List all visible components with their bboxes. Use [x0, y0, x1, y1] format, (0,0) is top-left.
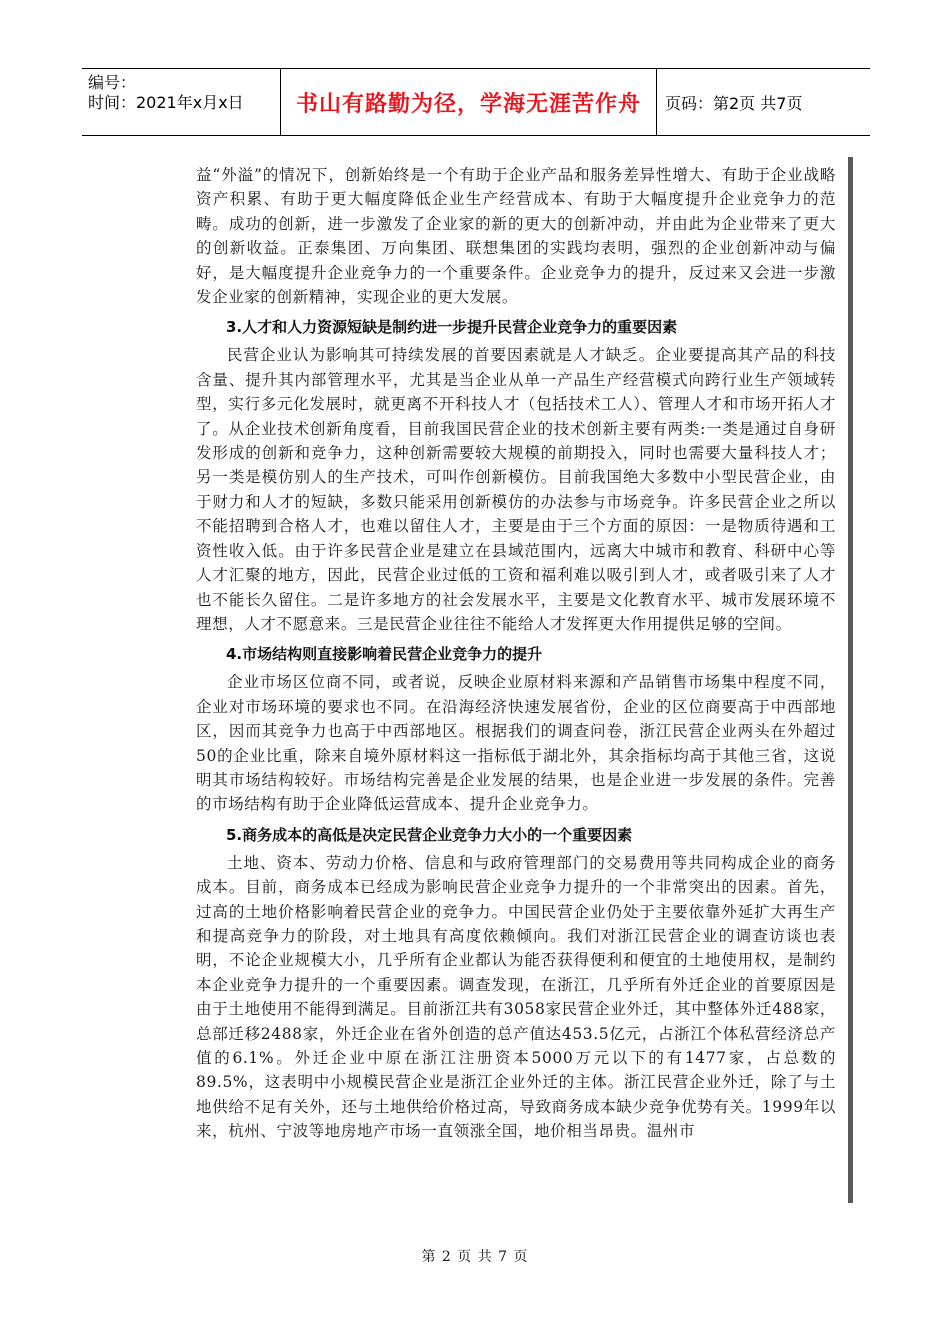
page-footer: 第 2 页 共 7 页	[421, 1249, 529, 1265]
document-body	[196, 163, 836, 1144]
document-time-label: 时间：2021年x月x日	[88, 93, 244, 112]
header-meta	[82, 69, 281, 135]
section-5-paragraph: 土地、资本、劳动力价格、信息和与政府管理部门的交易费用等共同构成企业的商务成本。目前，商务成本已经成为影响民营企业竞争力提升的一个非常突出的因素。首先，过高的土地价格影响着民营企业的竞争力。中国民营企业仍处于主要依靠外延扩大再生产和提高竞争力的阶段，对土地具有高度依赖倾向。我们对浙江民营企业的调查访谈也表明，不论企业规模大小，几乎所有企业都认为能否获得便利和便宜的土地使用权，是制约本企业竞争力提升的一个重要因素。调查发现，在浙江，几乎所有外迁企业的首要原因是由于土地使用不能得到满足。目前浙江共有3058家民营企业外迁，其中整体外迁488家，总部迁移2488家，外迁企业在省外创造的总产值达453.5亿元，占浙江个体私营经济总产值的6.1%。外迁企业中原在浙江注册资本5000万元以下的有1477家，占总数的89.5%，这表明中小规模民营企业是浙江企业外迁的主体。浙江民营企业外迁，除了与土地供给不足有关外，还与土地供给价格过高，导致商务成本缺少竞争优势有关。1999年以来，杭州、宁波等地房地产市场一直领涨全国，地价相当昂贵。温州市	[196, 853, 836, 1141]
document-number-label: 编号：	[88, 73, 137, 92]
section-4-heading: 4.市场结构则直接影响着民营企业竞争力的提升	[226, 645, 543, 664]
section-3-heading: 3.人才和人力资源短缺是制约进一步提升民营企业竞争力的重要因素	[226, 318, 678, 337]
section-4-paragraph: 企业市场区位商不同，或者说，反映企业原材料来源和产品销售市场集中程度不同，企业对市场环境的要求也不同。在沿海经济快速发展省份，企业的区位商要高于中西部地区，因而其竞争力也高于中西部地区。根据我们的调查问卷，浙江民营企业两头在外超过50的企业比重，除来自境外原材料这一指标低于湖北外，其余指标均高于其他三省，这说明其市场结构较好。市场结构完善是企业发展的结果，也是企业进一步发展的条件。完善的市场结构有助于企业降低运营成本、提升企业竞争力。	[196, 673, 836, 814]
section-5-heading: 5.商务成本的高低是决定民营企业竞争力大小的一个重要因素	[226, 825, 633, 844]
paragraph-continued: 益“外溢”的情况下，创新始终是一个有助于企业产品和服务差异性增大、有助于企业战略资产积累、有助于更大幅度降低企业生产经营成本、有助于大幅度提升企业竞争力的范畴。成功的创新，进一步激发了企业家的新的更大的创新冲动，并由此为企业带来了更大的创新收益。正泰集团、万向集团、联想集团的实践均表明，强烈的企业创新冲动与偏好，是大幅度提升企业竞争力的一个重要条件。企业竞争力的提升，反过来又会进一步激发企业家的创新精神，实现企业的更大发展。	[196, 166, 836, 307]
header-motto: 书山有路勤为径，学海无涯苦作舟	[281, 69, 657, 135]
section-3-paragraph: 民营企业认为影响其可持续发展的首要因素就是人才缺乏。企业要提高其产品的科技含量、提升其内部管理水平，尤其是当企业从单一产品生产经营模式向跨行业生产领域转型，实行多元化发展时，就更离不开科技人才（包括技术工人）、管理人才和市场开拓人才了。从企业技术创新角度看，目前我国民营企业的技术创新主要有两类:一类是通过自身研发形成的创新和竞争力，这种创新需要较大规模的前期投入，同时也需要大量科技人才；另一类是模仿别人的生产技术，可叫作创新模仿。目前我国绝大多数中小型民营企业，由于财力和人才的短缺，多数只能采用创新模仿的办法参与市场竞争。许多民营企业之所以不能招聘到合格人才，也难以留住人才，主要是由于三个方面的原因：一是物质待遇和工资性收入低。由于许多民营企业是建立在县域范围内，远离大中城市和教育、科研中心等人才汇聚的地方，因此，民营企业过低的工资和福利难以吸引到人才，或者吸引来了人才也不能长久留住。二是许多地方的社会发展水平，主要是文化教育水平、城市发展环境不理想，人才不愿意来。三是民营企业往往不能给人才发挥更大作用提供足够的空间。	[196, 346, 836, 633]
margin-bar	[848, 157, 853, 1203]
page-header	[82, 68, 870, 136]
header-page-info: 页码：第2页 共7页	[665, 93, 803, 113]
